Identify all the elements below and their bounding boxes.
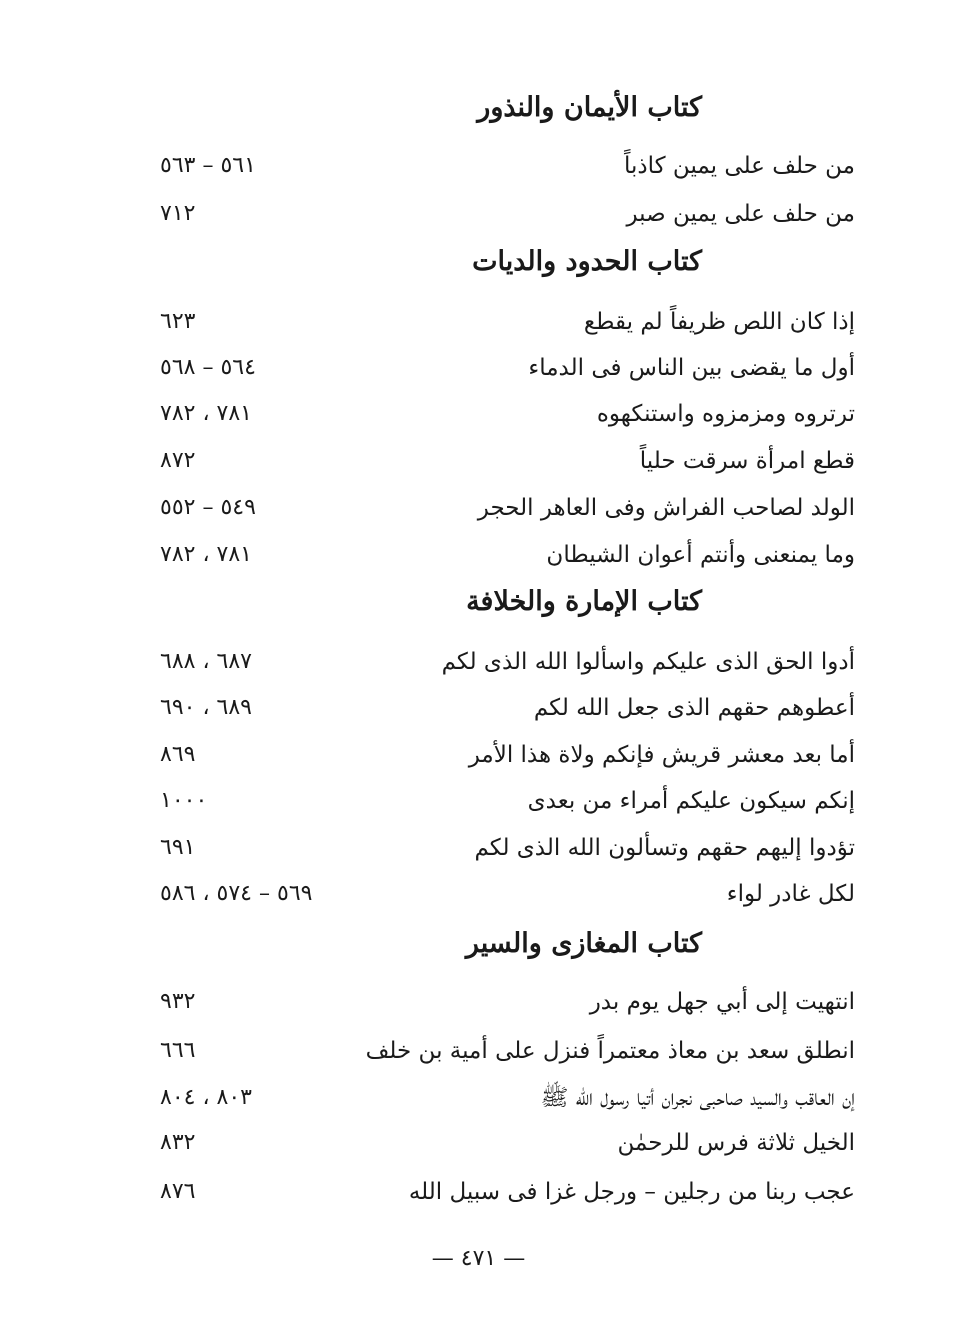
entry-text: إذا كان اللص ظريفاً لم يقطع [583, 309, 855, 335]
index-entry [150, 688, 855, 728]
section-title-hudud: كتاب الحدود والديات [472, 246, 702, 277]
entry-text: عجب ربنا من رجلين – ورجل غزا فى سبيل الله [408, 1179, 855, 1205]
index-entry [150, 1031, 855, 1071]
entry-refs: ٦٨٩ ، ٦٩٠ [160, 695, 252, 720]
index-entry [150, 735, 855, 775]
index-entry [150, 828, 855, 868]
index-entry [150, 488, 855, 528]
index-entry [150, 1172, 855, 1212]
index-entry [150, 982, 855, 1022]
entry-refs: ٨٣٢ [160, 1130, 196, 1155]
entry-refs: ٥٤٩ – ٥٥٢ [160, 495, 256, 520]
entry-text: من حلف على يمين كاذباً [624, 153, 855, 179]
entry-refs: ٦٢٣ [160, 309, 196, 334]
entry-text: تؤدوا إليهم حقهم وتسألون الله الذى لكم [474, 835, 855, 861]
entry-text: لكل غادر لواء [726, 881, 855, 907]
entry-text: الخيل ثلاثة فرس للرحمٰن [617, 1130, 855, 1156]
index-entry [150, 146, 855, 186]
entry-text: ترتروه ومزمزوه واستنكهوه [596, 401, 855, 427]
entry-refs: ٩٣٢ [160, 989, 196, 1014]
entry-refs: ٥٦٤ – ٥٦٨ [160, 355, 256, 380]
section-title-oaths: كتاب الأيمان والنذور [477, 92, 702, 123]
entry-refs: ٦٦٦ [160, 1038, 196, 1063]
entry-text: من حلف على يمين صبر [626, 201, 855, 227]
entry-refs: ٥٦١ – ٥٦٣ [160, 153, 256, 178]
entry-refs: ٦٨٧ ، ٦٨٨ [160, 649, 252, 674]
index-entry [150, 394, 855, 434]
entry-text: إن العاقب والسيد صاحبى نجران أتيا رسول الله ﷺ [540, 1085, 855, 1111]
index-entry [150, 194, 855, 234]
entry-refs: ٧٨١ ، ٧٨٢ [160, 542, 252, 567]
entry-text: أول ما يقضى بين الناس فى الدماء [528, 355, 855, 381]
index-entry [150, 441, 855, 481]
entry-text: قطع امرأة سرقت حلياً [639, 448, 855, 474]
entry-refs: ٧٨١ ، ٧٨٢ [160, 401, 252, 426]
index-entry [150, 642, 855, 682]
entry-refs: ٨٧٢ [160, 448, 196, 473]
entry-text: أما بعد معشر قريش فإنكم ولاة هذا الأمر [468, 742, 855, 768]
entry-text: أعطوهم حقهم الذى جعل الله لكم [533, 695, 855, 721]
page-number: — ٤٧١ — [431, 1246, 526, 1271]
entry-refs: ٨٠٣ ، ٨٠٤ [160, 1085, 252, 1110]
entry-refs: ٥٦٩ – ٥٧٤ ، ٥٨٦ [160, 881, 313, 906]
index-entry [150, 302, 855, 342]
entry-refs: ٨٦٩ [160, 742, 196, 767]
section-title-maghazi: كتاب المغازى والسير [465, 928, 702, 959]
entry-refs: ١٠٠٠ [160, 788, 208, 813]
entry-text: أدوا الحق الذى عليكم واسألوا الله الذى لكم [441, 649, 855, 675]
entry-text: إنكم سيكون عليكم أمراء من بعدى [527, 788, 855, 814]
index-entry [150, 874, 855, 914]
entry-refs: ٧١٢ [160, 201, 196, 226]
entry-refs: ٦٩١ [160, 835, 196, 860]
entry-text: انطلق سعد بن معاذ معتمراً فنزل على أمية بن خلف [365, 1038, 855, 1064]
index-entry [150, 781, 855, 821]
entry-text: انتهيت إلى أبي جهل يوم بدر [589, 989, 855, 1015]
entry-refs: ٨٧٦ [160, 1179, 196, 1204]
entry-text: الولد لصاحب الفراش وفى العاهر الحجر [477, 495, 855, 521]
index-entry [150, 348, 855, 388]
index-entry [150, 1078, 855, 1118]
index-entry [150, 1123, 855, 1163]
entry-text: وما يمنعنى وأنتم أعوان الشيطان [546, 542, 855, 568]
index-entry [150, 535, 855, 575]
section-title-imara: كتاب الإمارة والخلافة [466, 586, 702, 617]
